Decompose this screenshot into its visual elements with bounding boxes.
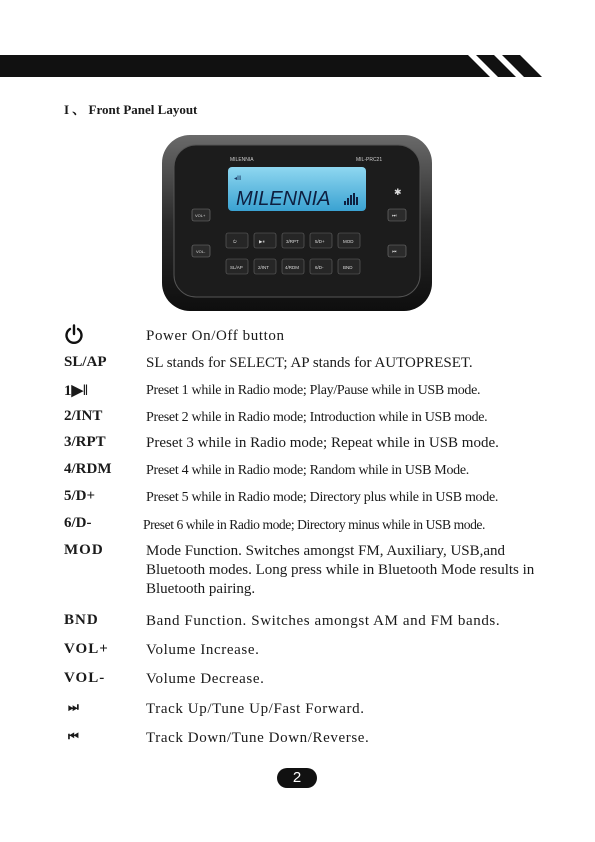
item-key: 1▶‖ — [64, 383, 88, 399]
next-track-icon: ⏭ — [68, 700, 79, 714]
item-key: SL/AP — [64, 354, 107, 370]
item-key: MOD — [64, 542, 104, 558]
header-stripe — [0, 55, 595, 77]
section-title: I 、 Front Panel Layout — [64, 102, 198, 117]
prev-button — [388, 245, 406, 257]
svg-text:BND: BND — [343, 265, 353, 270]
svg-text:VOL+: VOL+ — [195, 213, 206, 218]
page-number: 2 — [277, 768, 317, 788]
item-desc: Preset 5 while in Radio mode; Directory plus while in USB mode. — [146, 490, 499, 505]
item-desc: Preset 1 while in Radio mode; Play/Pause while in USB mode. — [146, 383, 481, 398]
item-key: 4/RDM — [64, 461, 112, 477]
device-model: MIL-PRC21 — [356, 157, 383, 163]
svg-text:6/D-: 6/D- — [315, 265, 324, 270]
item-desc: Volume Increase. — [146, 642, 260, 658]
item-key: 6/D- — [64, 515, 92, 531]
svg-text:3/RPT: 3/RPT — [286, 239, 299, 244]
item-key: 5/D+ — [64, 488, 96, 504]
svg-text:5/D+: 5/D+ — [315, 239, 325, 244]
svg-text:VOL-: VOL- — [196, 249, 206, 254]
item-desc: Band Function. Switches amongst AM and FM bands. — [146, 613, 501, 629]
item-key: VOL+ — [64, 641, 109, 657]
item-desc: Preset 4 while in Radio mode; Random while in USB Mode. — [146, 463, 469, 478]
item-desc: Volume Decrease. — [146, 671, 265, 687]
previous-track-icon: ⏮ — [68, 729, 79, 743]
svg-text:2/INT: 2/INT — [258, 265, 270, 270]
power-icon — [64, 324, 84, 346]
svg-text:SL/AP: SL/AP — [230, 265, 243, 270]
item-desc: Preset 3 while in Radio mode; Repeat while in USB mode. — [146, 435, 499, 451]
device-brand: MILENNIA — [230, 157, 254, 163]
svg-text:MOD: MOD — [343, 239, 354, 244]
item-desc: SL stands for SELECT; AP stands for AUTOPRESET. — [146, 355, 473, 371]
bluetooth-icon: ✱ — [394, 188, 402, 198]
item-desc: Mode Function. Switches amongst FM, Auxiliary, USB,and Bluetooth modes. Long press while in Bluetooth Mode results in Bluetooth pairing. — [146, 543, 535, 597]
svg-text:⏭: ⏭ — [392, 213, 397, 219]
front-panel-image — [160, 133, 434, 313]
item-desc: Track Down/Tune Down/Reverse. — [146, 730, 370, 746]
lcd-text: MILENNIA — [236, 188, 331, 210]
item-key: BND — [64, 612, 99, 628]
item-key: VOL- — [64, 670, 106, 686]
item-desc: Preset 6 while in Radio mode; Directory minus while in USB mode. — [143, 517, 485, 532]
item-key: 3/RPT — [64, 434, 106, 450]
item-desc: Track Up/Tune Up/Fast Forward. — [146, 701, 365, 717]
svg-text:▶⏸: ▶⏸ — [259, 239, 265, 244]
next-button — [388, 209, 406, 221]
item-desc: Power On/Off button — [146, 328, 285, 344]
svg-text:◂Ⅲ: ◂Ⅲ — [234, 176, 242, 182]
svg-text:⏻: ⏻ — [233, 239, 237, 244]
item-key: 2/INT — [64, 408, 103, 424]
item-desc: Preset 2 while in Radio mode; Introduction while in USB mode. — [146, 410, 488, 425]
svg-text:4/RDM: 4/RDM — [285, 265, 300, 270]
svg-text:⏮: ⏮ — [392, 249, 397, 255]
